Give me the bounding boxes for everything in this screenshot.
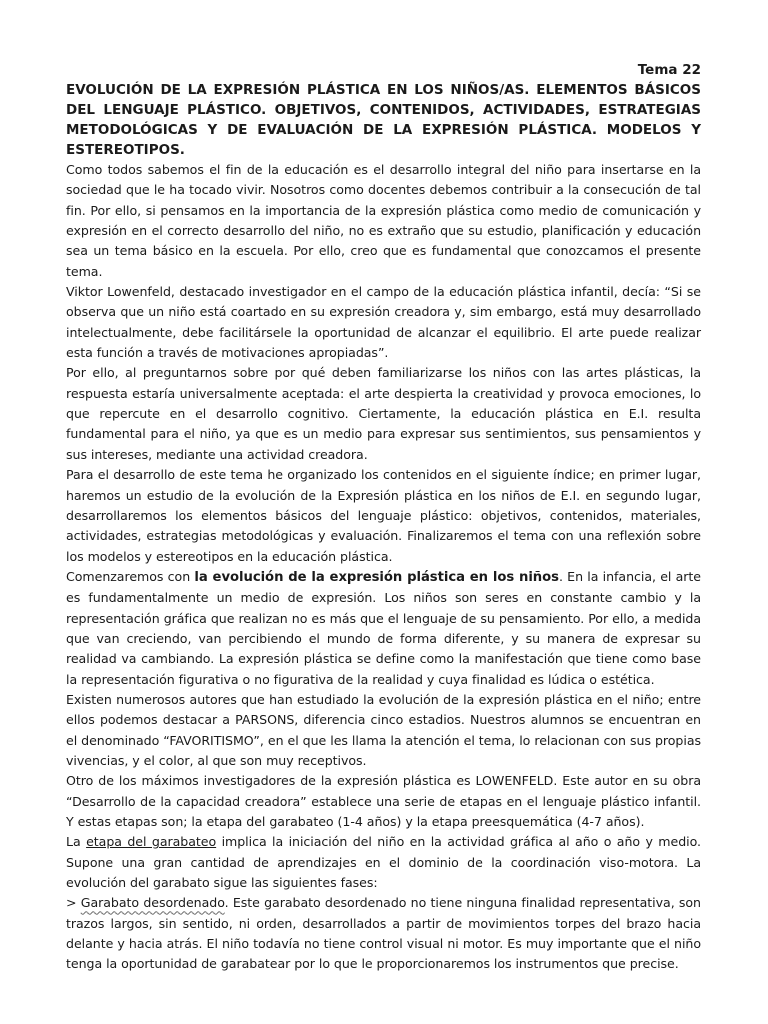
- paragraph-garabato-desordenado-rest: . Este garabato desordenado no tiene ninguna finalidad representativa, son trazos largos, sin sentido, ni orden, desarrollados a partir de movimientos torpes del brazo hacia delante y hacia atrás. El niño todavía no tiene control visual ni motor. Es muy importante que el niño tenga la oportunidad de garabatear por lo que le proporcionaremos los instrumentos que precise.: [66, 895, 701, 972]
- topic-number: Tema 22: [637, 62, 701, 78]
- paragraph-familiarize: Por ello, al preguntarnos sobre por qué deben familiarizarse los niños con las artes plásticas, la respuesta estaría universalmente aceptada: el arte despierta la creatividad y provoca emociones, lo que repercute en el desarrollo cognitivo. Ciertamente, la educación plástica en E.I. resulta fundamental para el niño, ya que es un medio para expresar sus sentimientos, sus pensamientos y sus intereses, mediante una actividad creadora.: [66, 365, 701, 462]
- paragraph-garabateo-start: La: [66, 834, 87, 850]
- bullet-marker: >: [66, 895, 81, 911]
- paragraph-evolution-rest: . En la infancia, el arte es fundamentalmente un medio de expresión. Los niños son seres en constante cambio y la representación gráfica que realizan no es más que el lenguaje de su pensamiento. Por ello, a medida que van creciendo, van percibiendo el mundo de forma diferente, y su manera de expresar su realidad va cambiando. La expresión plástica se define como la manifestación que tiene como base la representación figurativa o no figurativa de la realidad y cuya finalidad es lúdica o estética.: [66, 568, 701, 687]
- paragraph-garabateo-rest: implica la iniciación del niño en la actividad gráfica al año o año y medio. Supone una gran cantidad de aprendizajes en el dominio de la coordinación viso-motora. La evolución del garabato sigue las siguientes fases:: [66, 834, 702, 891]
- paragraph-parsons: Existen numerosos autores que han estudiado la evolución de la expresión plástica en el niño; entre ellos podemos destacar a PARSONS, diferencia cinco estadios. Nuestros alumnos se encuentran en el denominado “FAVORITISMO”, en el que les llama la atención el tema, lo relacionan con sus propias vivencias, y el color, al que son muy receptivos.: [66, 691, 701, 768]
- paragraph-lowenfeld-quote: Viktor Lowenfeld, destacado investigador en el campo de la educación plástica infantil, decía: “Si se observa que un niño está coartado en su expresión creadora y, sim embargo, está muy desarrollado intelectualmente, debe facilitársele la oportunidad de alcanzar el equilibrio. El arte puede realizar esta función a través de motivaciones apropiadas”.: [66, 284, 701, 361]
- garabateo-stage-term: etapa del garabateo: [86, 834, 217, 850]
- evolution-heading-inline: la evolución de la expresión plástica en los niños: [194, 569, 559, 585]
- paragraph-evolution: [66, 567, 701, 690]
- paragraph-garabateo: [66, 832, 701, 893]
- paragraph-index: Para el desarrollo de este tema he organizado los contenidos en el siguiente índice; en primer lugar, haremos un estudio de la evolución de la Expresión plástica en los niños de E.I. en segundo lugar, desarrollaremos los elementos básicos del lenguaje plástico: objetivos, contenidos, materiales, actividades, estrategias metodológicas y evaluación. Finalizaremos el tema con una reflexión sobre los modelos y estereotipos en la educación plástica.: [66, 467, 701, 564]
- garabato-desordenado-term: Garabato desordenado: [80, 895, 225, 911]
- document-page: [66, 60, 701, 975]
- paragraph-garabato-desordenado: [66, 893, 701, 974]
- paragraph-intro: Como todos sabemos el fin de la educación es el desarrollo integral del niño para insertarse en la sociedad que le ha tocado vivir. Nosotros como docentes debemos contribuir a la consecución de tal fin. Por ello, si pensamos en la importancia de la expresión plástica como medio de comunicación y expresión en el correcto desarrollo del niño, no es extraño que su estudio, planificación y educación sea un tema básico en la escuela. Por ello, creo que es fundamental que conozcamos el presente tema.: [66, 162, 701, 279]
- document-title: EVOLUCIÓN DE LA EXPRESIÓN PLÁSTICA EN LOS NIÑOS/AS. ELEMENTOS BÁSICOS DEL LENGUAJE PLÁSTICO. OBJETIVOS, CONTENIDOS, ACTIVIDADES, ESTRATEGIAS METODOLÓGICAS Y DE EVALUACIÓN DE LA EXPRESIÓN PLÁSTICA. MODELOS Y ESTEREOTIPOS.: [66, 82, 701, 158]
- paragraph-lowenfeld-stages: Otro de los máximos investigadores de la expresión plástica es LOWENFELD. Este autor en su obra “Desarrollo de la capacidad creadora” establece una serie de etapas en el lenguaje plástico infantil. Y estas etapas son; la etapa del garabateo (1-4 años) y la etapa preesquemática (4-7 años).: [66, 773, 701, 829]
- paragraph-evolution-start: Comenzaremos con: [66, 568, 195, 584]
